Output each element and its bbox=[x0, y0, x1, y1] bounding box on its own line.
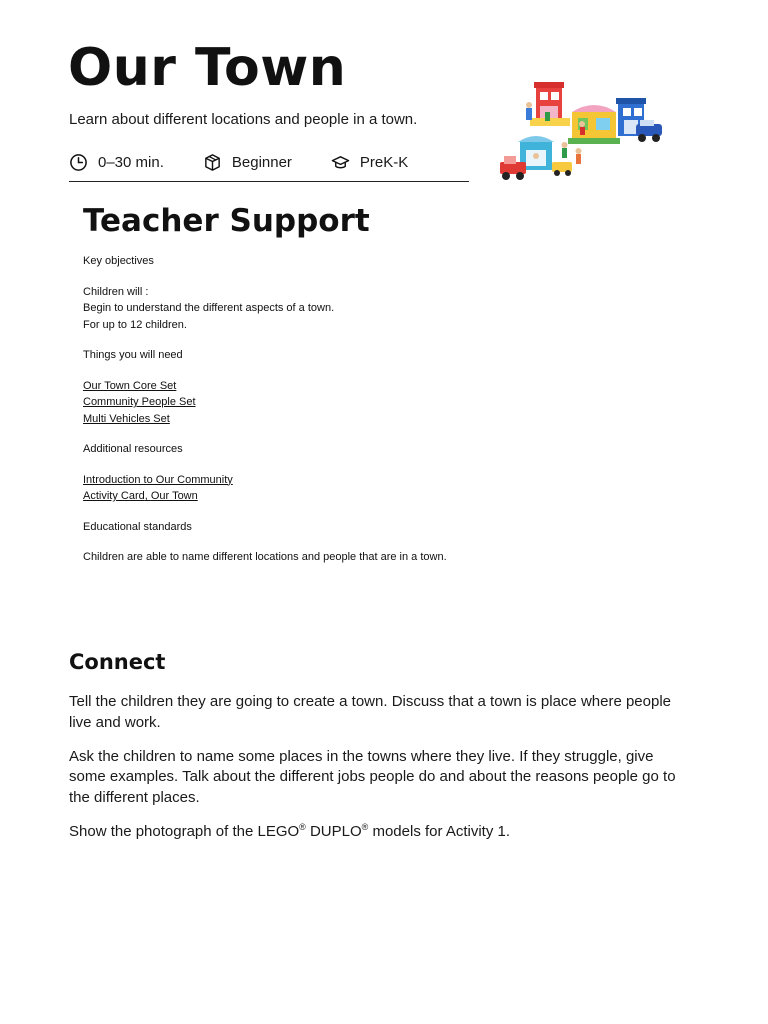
link-our-town[interactable]: Our Town bbox=[150, 490, 198, 502]
teacher-support-body bbox=[83, 253, 643, 566]
registered-mark: ® bbox=[299, 821, 306, 832]
educational-standards-text: Children are able to name different locations and people that are in a town. bbox=[83, 551, 447, 563]
connect-paragraph-2: Ask the children to name some places in the towns where they live. If they struggle, give some examples. Talk about the different jobs people do and about the reasons people go to the different places. bbox=[69, 747, 676, 806]
additional-resources-heading: Additional resources bbox=[83, 443, 183, 455]
meta-grade bbox=[331, 153, 408, 172]
connect-p3-part-b: DUPLO bbox=[305, 822, 362, 840]
meta-level-label: Beginner bbox=[231, 153, 292, 171]
page-subtitle: Learn about different locations and people in a town. bbox=[69, 111, 418, 128]
group-size-text: For up to 12 children. bbox=[83, 318, 187, 331]
connect-paragraph-1: Tell the children they are going to create a town. Discuss that a town is place where people live and work. bbox=[69, 693, 672, 731]
key-objectives-heading: Key objectives bbox=[83, 255, 154, 267]
link-introduction-to-our-community[interactable]: Introduction to Our Community bbox=[83, 473, 233, 486]
activity-meta bbox=[69, 151, 408, 173]
things-needed-heading: Things you will need bbox=[83, 349, 183, 361]
connect-p3-part-a: Show the photograph of the LEGO bbox=[69, 822, 300, 840]
box-icon bbox=[203, 153, 222, 172]
meta-grade-label: PreK-K bbox=[359, 153, 409, 171]
duplo-town-illustration bbox=[496, 78, 666, 184]
teacher-support-title: Teacher Support bbox=[83, 203, 370, 239]
connect-paragraph-3 bbox=[69, 822, 689, 843]
graduation-cap-icon bbox=[331, 153, 350, 172]
page-title: Our Town bbox=[68, 38, 347, 98]
link-activity-card[interactable]: Activity Card bbox=[83, 490, 145, 502]
link-multi-vehicles-set[interactable]: Multi Vehicles Set bbox=[83, 412, 170, 425]
connect-p3-part-c: models for Activity 1. bbox=[368, 822, 511, 840]
registered-mark: ® bbox=[361, 821, 369, 832]
resource-separator: , bbox=[144, 490, 151, 502]
educational-standards-heading: Educational standards bbox=[83, 520, 192, 533]
clock-icon bbox=[69, 153, 88, 172]
children-will-label: Children will : bbox=[83, 285, 149, 298]
meta-time bbox=[69, 153, 164, 172]
link-our-town-core-set[interactable]: Our Town Core Set bbox=[83, 379, 177, 392]
meta-level bbox=[203, 153, 292, 172]
objective-item: Begin to understand the different aspects of a town. bbox=[83, 302, 335, 314]
meta-time-label: 0–30 min. bbox=[98, 153, 164, 171]
link-community-people-set[interactable]: Community People Set bbox=[83, 396, 196, 408]
connect-title: Connect bbox=[69, 650, 166, 674]
header-divider bbox=[69, 181, 469, 182]
connect-body bbox=[69, 692, 689, 856]
